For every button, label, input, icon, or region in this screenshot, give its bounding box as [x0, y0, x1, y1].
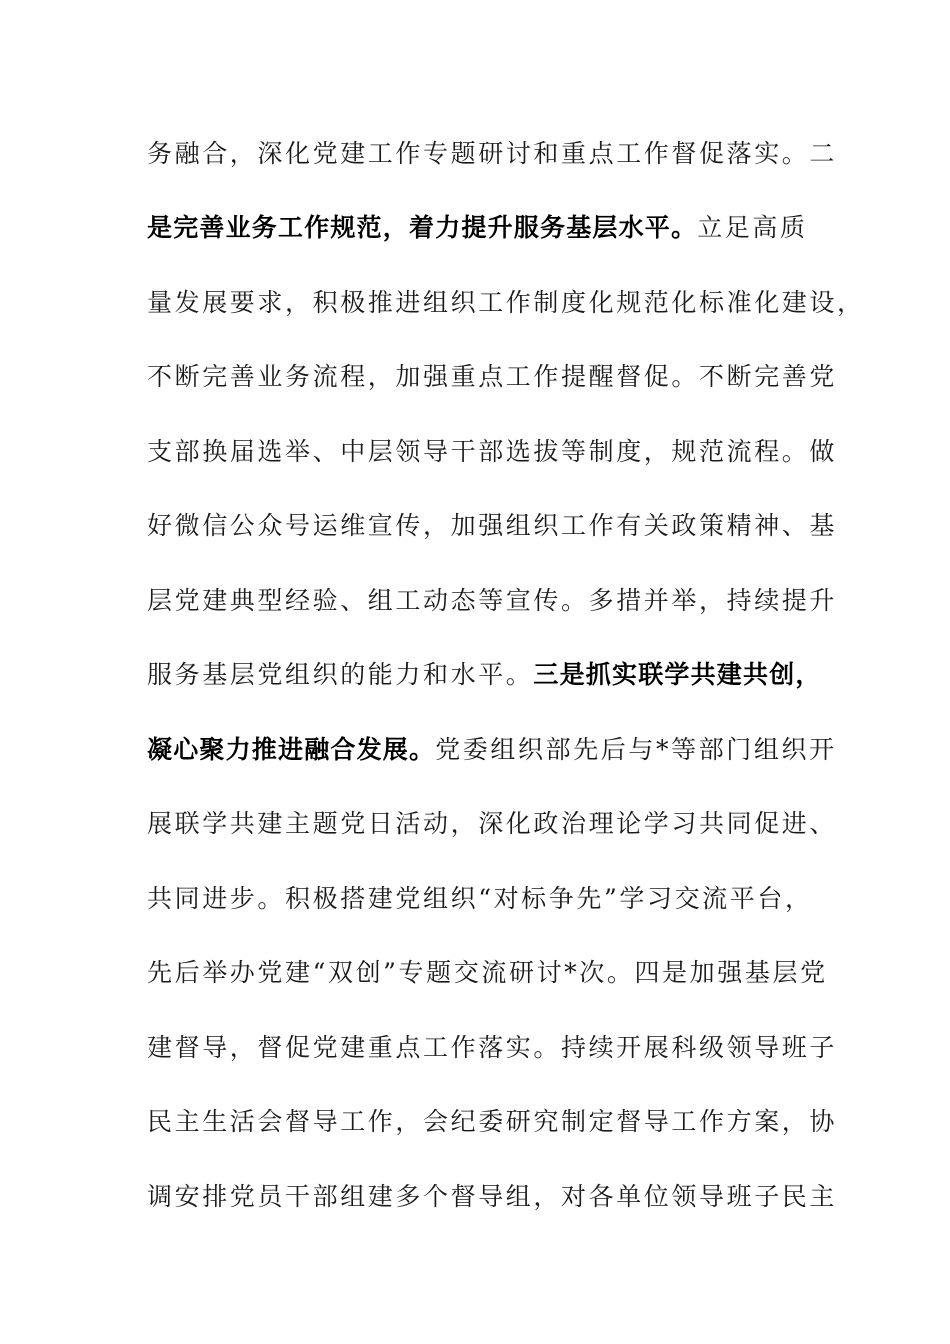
paragraph-line-9 [147, 730, 837, 770]
paragraph-line-10 [147, 804, 838, 844]
line-text: 建督导，督促党建重点工作落实。持续开展科级领导班子 [147, 1033, 838, 1062]
line-text: 调安排党员干部组建多个督导组，对各单位领导班子民主 [147, 1182, 838, 1211]
bold-heading-text: 是完善业务工作规范，着力提升服务基层水平。 [147, 213, 698, 242]
line-text: 服务基层党组织的能力和水平。 [147, 660, 534, 689]
bold-heading-text: 三是抓实联学共建共创， [533, 660, 822, 689]
paragraph-line-4 [147, 357, 838, 397]
line-text: 共同进步。积极搭建党组织“对标争先”学习交流平台， [147, 884, 813, 913]
line-text: 层党建典型经验、组工动态等宣传。多措并举，持续提升 [147, 586, 838, 615]
paragraph-line-8 [147, 655, 822, 695]
line-text: 好微信公众号运维宣传，加强组织工作有关政策精神、基 [147, 511, 838, 540]
paragraph-line-3 [147, 283, 865, 323]
bold-heading-text: 凝心聚力推进融合发展。 [147, 735, 436, 764]
paragraph-line-13 [147, 1028, 838, 1068]
paragraph-line-2 [147, 208, 807, 248]
paragraph-line-6 [147, 506, 838, 546]
paragraph-line-12 [147, 953, 828, 993]
line-text: 支部换届选举、中层领导干部选拔等制度，规范流程。做 [147, 437, 838, 466]
paragraph-line-15 [147, 1177, 838, 1217]
paragraph-line-5 [147, 432, 838, 472]
line-text: 党委组织部先后与*等部门组织开 [435, 735, 837, 764]
line-text: 民主生活会督导工作，会纪委研究制定督导工作方案，协 [147, 1107, 838, 1136]
line-text: 展联学共建主题党日活动，深化政治理论学习共同促进、 [147, 809, 838, 838]
line-text: 务融合，深化党建工作专题研讨和重点工作督促落实。二 [147, 139, 838, 168]
paragraph-line-11 [147, 879, 813, 919]
line-text: 量发展要求，积极推进组织工作制度化规范化标准化建设， [147, 288, 865, 317]
paragraph-line-1 [147, 134, 838, 174]
line-text: 不断完善业务流程，加强重点工作提醒督促。不断完善党 [147, 362, 838, 391]
paragraph-line-7 [147, 581, 838, 621]
paragraph-line-14 [147, 1102, 838, 1142]
line-text: 立足高质 [697, 213, 808, 242]
line-text: 先后举办党建“双创”专题交流研讨*次。四是加强基层党 [147, 958, 828, 987]
